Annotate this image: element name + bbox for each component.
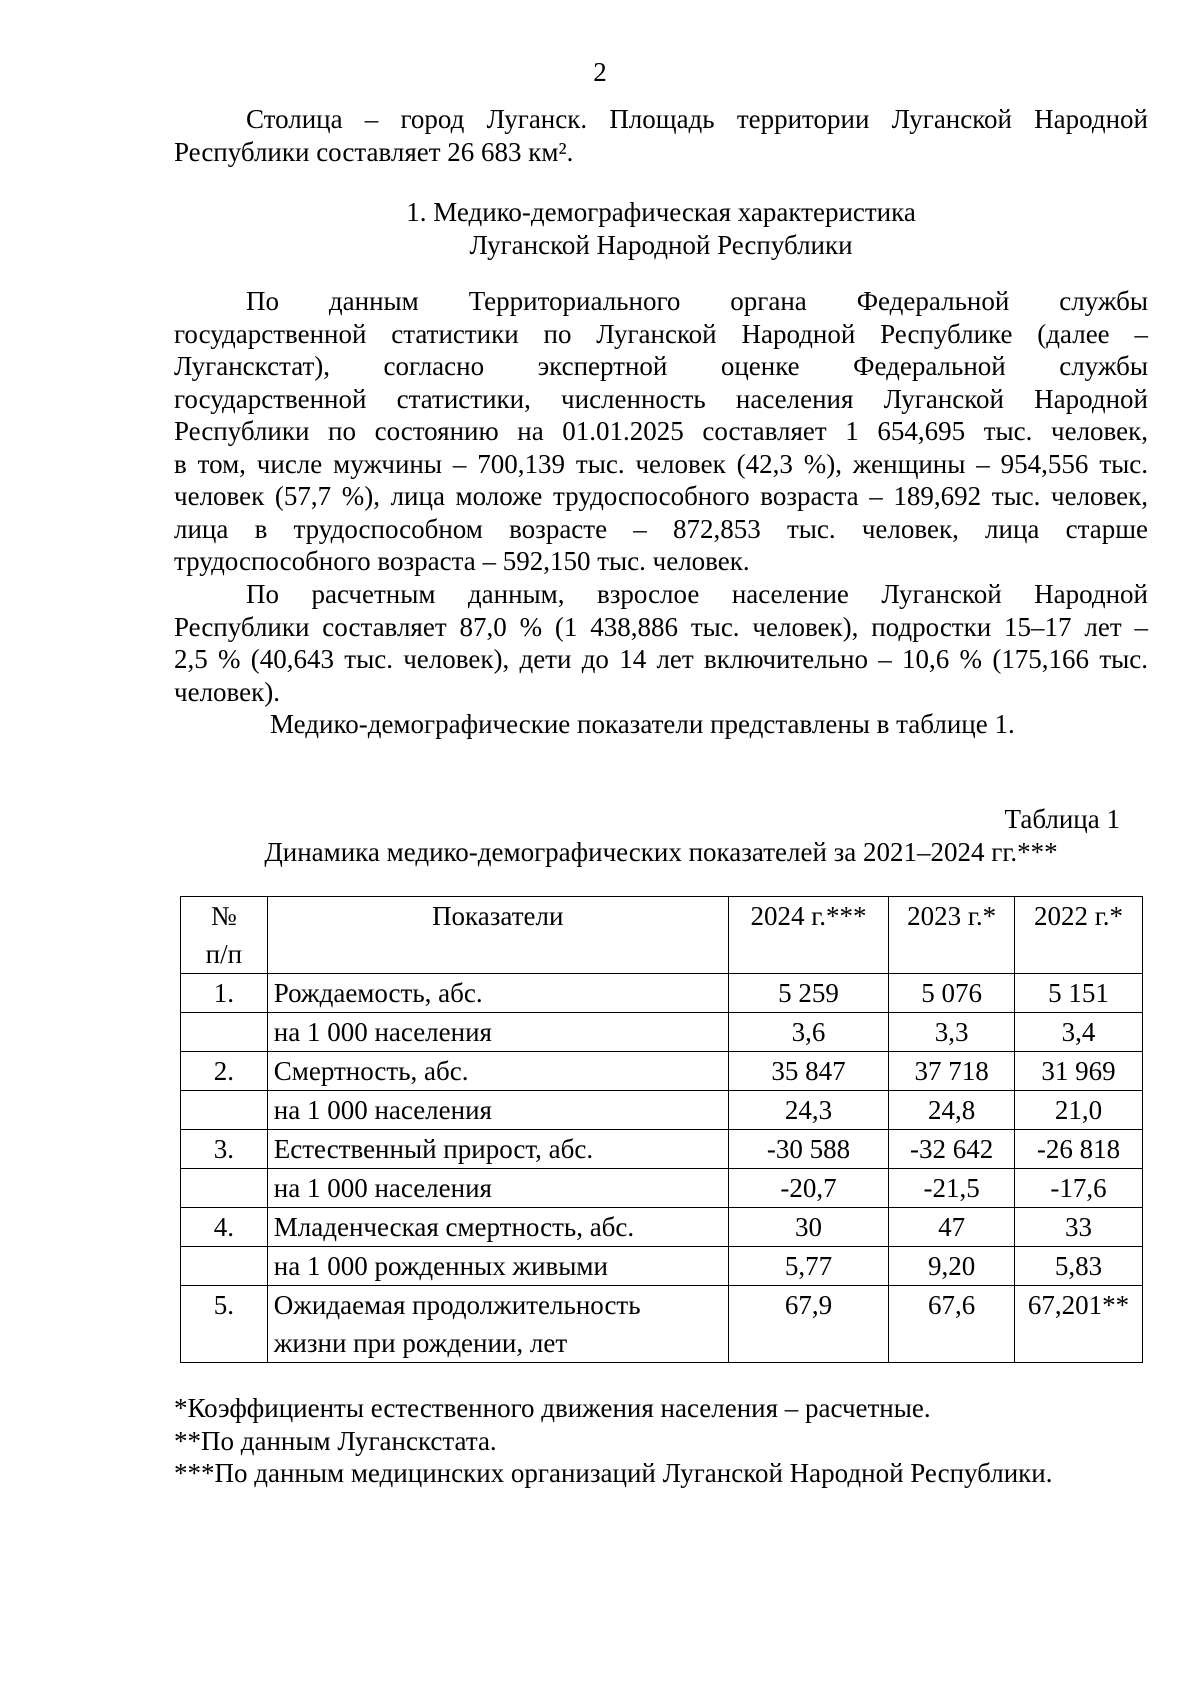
paragraph-line: Луганскстат), согласно экспертной оценке Федеральной службы [174,351,1148,381]
row-value-2024: -20,7 [728,1169,889,1208]
header-num-line: № [211,901,237,931]
row-value-2024: 5,77 [728,1247,889,1286]
row-value-2024: 5 259 [728,974,889,1013]
row-indicator: на 1 000 населения [267,1169,728,1208]
row-num: 5. [181,1286,268,1363]
header-num-line: п/п [205,939,243,969]
table-reference-paragraph [174,708,1148,741]
header-2023: 2023 г.* [889,897,1015,974]
row-num [181,1169,268,1208]
table-row [181,1052,1143,1091]
paragraph-line: в том, числе мужчины – 700,139 тыс. человек (42,3 %), женщины – 954,556 тыс. [174,448,1148,479]
footnote: *Коэффициенты естественного движения населения – расчетные. [174,1393,931,1423]
intro-line: Республики составляет 26 683 км². [174,136,574,167]
demographics-table [180,896,1143,1363]
row-indicator: Смертность, абс. [267,1052,728,1091]
row-value-2024: 24,3 [728,1091,889,1130]
intro-line: Столица – город Луганск. Площадь территории Луганской Народной [246,104,1148,134]
paragraph-line: Республики составляет 87,0 % (1 438,886 тыс. человек), подростки 15–17 лет – [174,611,1148,642]
row-num [181,1013,268,1052]
page-number: 2 [593,57,607,87]
row-num [181,1247,268,1286]
header-2022: 2022 г.* [1015,897,1143,974]
row-value-2024: 35 847 [728,1052,889,1091]
row-value-2022: -17,6 [1015,1169,1143,1208]
table-title: Динамика медико-демографических показателей за 2021–2024 гг.*** [264,837,1058,867]
table-label: Таблица 1 [1004,804,1120,834]
row-value-2023: 37 718 [889,1052,1015,1091]
row-value-2023: 3,3 [889,1013,1015,1052]
paragraph-line: трудоспособного возраста – 592,150 тыс. человек. [174,546,750,576]
row-indicator: Младенческая смертность, абс. [267,1208,728,1247]
header-indicator: Показатели [267,897,728,974]
table-row [181,1130,1143,1169]
row-indicator [267,1286,728,1363]
section-title [174,196,1148,261]
row-value-2022: -26 818 [1015,1130,1143,1169]
row-value-2023: -32 642 [889,1130,1015,1169]
row-value-2023: 5 076 [889,974,1015,1013]
paragraph-line: По данным Территориального органа Федеральной службы [246,286,1148,316]
row-indicator: Естественный прирост, абс. [267,1130,728,1169]
row-value-2024: 3,6 [728,1013,889,1052]
footnotes [174,1392,1154,1490]
row-value-2023: -21,5 [889,1169,1015,1208]
row-num: 4. [181,1208,268,1247]
row-indicator: на 1 000 населения [267,1091,728,1130]
table-header-row [181,897,1143,974]
paragraph-line: государственной статистики, численность населения Луганской Народной [174,383,1148,414]
row-value-2023: 67,6 [889,1286,1015,1363]
table-row [181,1169,1143,1208]
row-value-2022: 67,201** [1015,1286,1143,1363]
paragraph-line: По расчетным данным, взрослое население Луганской Народной [246,579,1148,609]
paragraph-line: Республики по состоянию на 01.01.2025 составляет 1 654,695 тыс. человек, [174,416,1148,446]
section-title-line: 1. Медико-демографическая характеристика [406,197,916,227]
row-indicator: на 1 000 рожденных живыми [267,1247,728,1286]
paragraph-line: Медико-демографические показатели представлены в таблице 1. [270,709,1015,739]
row-value-2022: 5 151 [1015,974,1143,1013]
row-indicator: на 1 000 населения [267,1013,728,1052]
header-num [181,897,268,974]
row-value-2022: 5,83 [1015,1247,1143,1286]
paragraph-line: человек). [174,676,280,707]
row-indicator-line: жизни при рождении, лет [273,1328,568,1358]
row-value-2023: 9,20 [889,1247,1015,1286]
table-row [181,1013,1143,1052]
row-value-2022: 33 [1015,1208,1143,1247]
intro-paragraph [174,103,1148,168]
paragraph-line: человек (57,7 %), лица моложе трудоспособного возраста – 189,692 тыс. человек, [174,481,1148,511]
section-title-line: Луганской Народной Республики [469,229,853,260]
row-value-2023: 24,8 [889,1091,1015,1130]
row-indicator-line: Ожидаемая продолжительность [273,1290,641,1320]
estimate-paragraph [174,578,1148,708]
row-value-2022: 31 969 [1015,1052,1143,1091]
table-row [181,1286,1143,1363]
row-value-2022: 21,0 [1015,1091,1143,1130]
footnote: ***По данным медицинских организаций Луганской Народной Республики. [174,1458,1053,1488]
table-row [181,974,1143,1013]
table-row [181,1091,1143,1130]
row-value-2024: 30 [728,1208,889,1247]
row-value-2022: 3,4 [1015,1013,1143,1052]
row-value-2024: -30 588 [728,1130,889,1169]
paragraph-line: лица в трудоспособном возрасте – 872,853 тыс. человек, лица старше [174,513,1148,544]
table-row [181,1208,1143,1247]
population-paragraph [174,285,1148,578]
row-num: 2. [181,1052,268,1091]
paragraph-line: государственной статистики по Луганской Народной Республике (далее – [174,318,1148,349]
row-num [181,1091,268,1130]
row-num: 3. [181,1130,268,1169]
row-value-2023: 47 [889,1208,1015,1247]
row-num: 1. [181,974,268,1013]
header-2024: 2024 г.*** [728,897,889,974]
paragraph-line: 2,5 % (40,643 тыс. человек), дети до 14 лет включительно – 10,6 % (175,166 тыс. [174,644,1148,674]
row-value-2024: 67,9 [728,1286,889,1363]
table-row [181,1247,1143,1286]
row-indicator: Рождаемость, абс. [267,974,728,1013]
footnote: **По данным Луганскстата. [174,1425,497,1456]
